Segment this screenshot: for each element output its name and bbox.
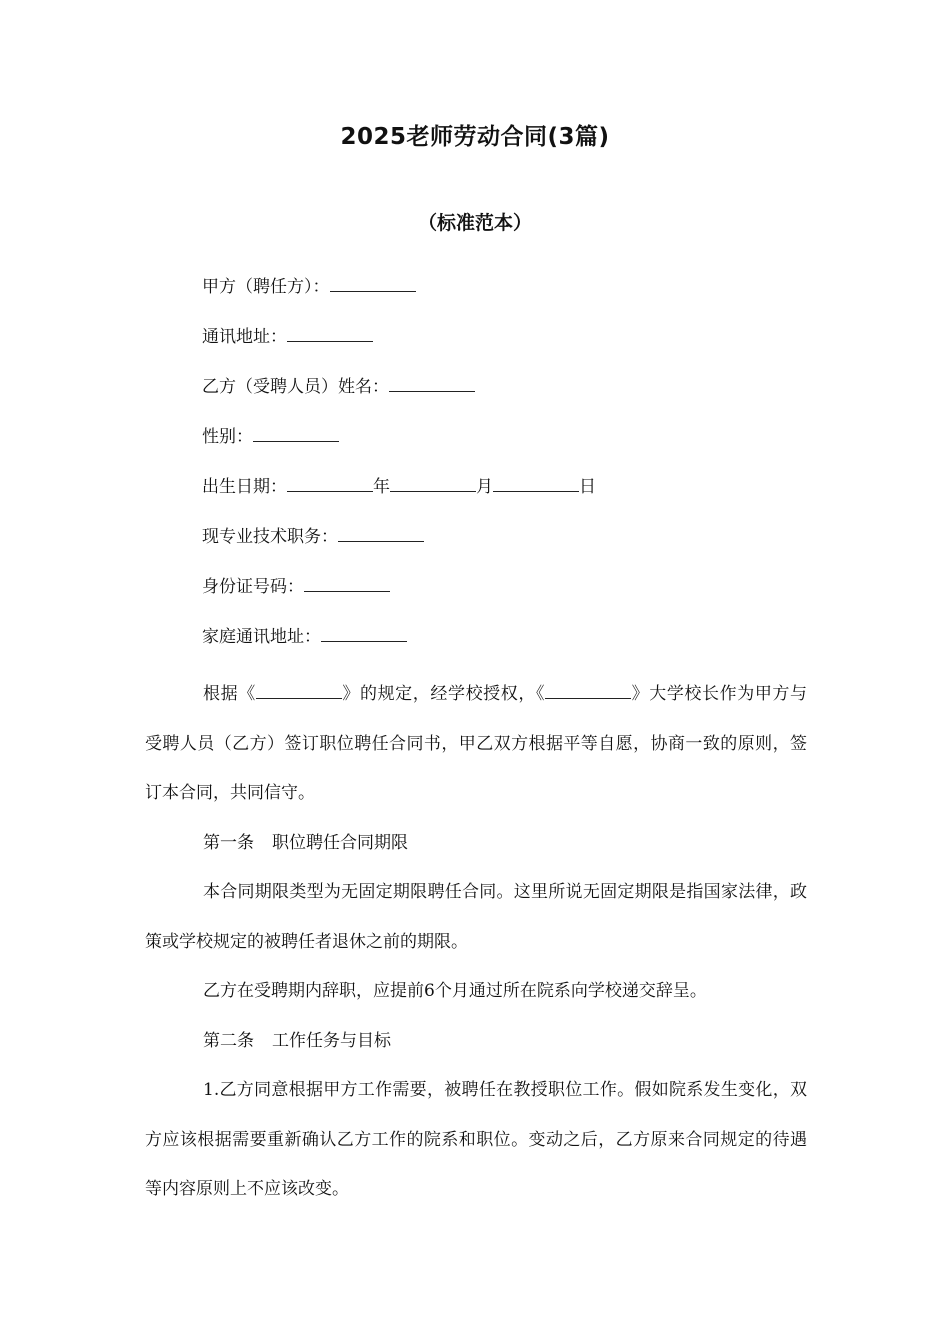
contract-body bbox=[145, 670, 807, 1215]
blank-line bbox=[287, 323, 373, 342]
article-2-paragraph-1: 1.乙方同意根据甲方工作需要，被聘任在教授职位工作。假如院系发生变化，双方应该根据需要重新确认乙方工作的院系和职位。变动之后，乙方原来合同规定的待遇等内容原则上不应该改变。 bbox=[145, 1080, 807, 1199]
article-number: 第二条 bbox=[203, 1030, 254, 1051]
article-1-paragraph-1: 本合同期限类型为无固定期限聘任合同。这里所说无固定期限是指国家法律，政策或学校规定的被聘任者退休之前的期限。 bbox=[145, 882, 807, 952]
blank-line bbox=[493, 473, 579, 492]
blank-line bbox=[321, 623, 407, 642]
blank-line bbox=[330, 273, 416, 292]
intro-paragraph bbox=[145, 670, 807, 819]
document-title: 2025老师劳动合同(3篇) bbox=[340, 124, 610, 150]
birth-year-label: 年 bbox=[373, 477, 390, 497]
blank-line bbox=[338, 523, 424, 542]
field-party-b-name-label: 乙方（受聘人员）姓名： bbox=[202, 377, 389, 397]
blank-line bbox=[256, 680, 342, 699]
blank-line bbox=[545, 680, 631, 699]
intro-text: 》的规定，经学校授权，《 bbox=[341, 684, 546, 704]
field-id-number bbox=[202, 573, 822, 623]
field-party-a-label: 甲方（聘任方）： bbox=[202, 277, 330, 297]
field-party-b-name bbox=[202, 373, 822, 423]
document-subtitle: （标准范本） bbox=[417, 212, 532, 234]
field-gender-label: 性别： bbox=[202, 427, 253, 447]
blank-line bbox=[287, 473, 373, 492]
blank-line bbox=[253, 423, 339, 442]
article-number: 第一条 bbox=[203, 832, 254, 853]
field-address bbox=[202, 323, 822, 373]
article-1-heading bbox=[145, 819, 807, 869]
article-1-paragraph-2: 乙方在受聘期内辞职，应提前6个月通过所在院系向学校递交辞呈。 bbox=[203, 981, 707, 1001]
article-2-heading bbox=[145, 1017, 807, 1067]
field-home-address-label: 家庭通讯地址： bbox=[202, 627, 321, 647]
form-fields bbox=[202, 273, 822, 673]
birth-month-label: 月 bbox=[476, 477, 493, 497]
intro-text: 》大学校长作为甲方与受聘人员（乙方）签订职位聘任合同书，甲乙双方根据平等自愿，协商一致的原则，签订本合同，共同信守。 bbox=[145, 684, 808, 803]
field-home-address bbox=[202, 623, 822, 673]
field-current-title-label: 现专业技术职务： bbox=[202, 527, 338, 547]
field-party-a bbox=[202, 273, 822, 323]
article-title: 工作任务与目标 bbox=[272, 1030, 391, 1051]
intro-text: 根据《 bbox=[203, 684, 256, 704]
field-birth-date-label: 出生日期： bbox=[202, 477, 287, 497]
field-birth-date bbox=[202, 473, 822, 523]
birth-day-label: 日 bbox=[579, 477, 596, 497]
field-id-number-label: 身份证号码： bbox=[202, 577, 304, 597]
field-address-label: 通讯地址： bbox=[202, 327, 287, 347]
field-gender bbox=[202, 423, 822, 473]
blank-line bbox=[389, 373, 475, 392]
article-title: 职位聘任合同期限 bbox=[272, 832, 408, 853]
blank-line bbox=[304, 573, 390, 592]
field-current-title bbox=[202, 523, 822, 573]
blank-line bbox=[390, 473, 476, 492]
